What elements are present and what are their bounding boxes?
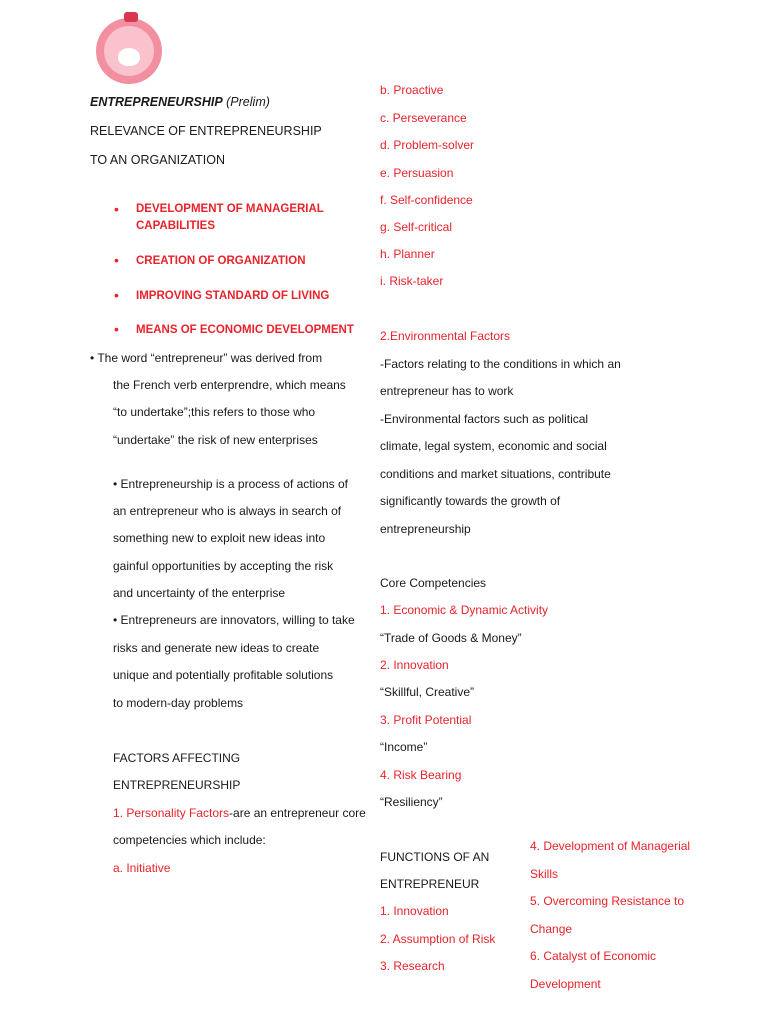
function-item: 6. Catalyst of Economic [530, 949, 657, 963]
bullet-2: CREATION OF ORGANIZATION [136, 255, 306, 267]
env-line: -Environmental factors such as political [380, 412, 589, 426]
bullet-icon: • [114, 252, 119, 268]
function-item: 1. Innovation [380, 904, 449, 918]
core-desc: “Income” [380, 740, 428, 754]
core-desc: “Skillful, Creative” [380, 685, 475, 699]
para1-line: • The word “entrepreneur” was derived from [90, 351, 323, 365]
bullet-4: MEANS OF ECONOMIC DEVELOPMENT [136, 324, 354, 336]
functions-heading-1: FUNCTIONS OF AN [380, 850, 490, 864]
bunny-icon [118, 48, 140, 66]
env-line: significantly towards the growth of [380, 494, 561, 508]
env-line: climate, legal system, economic and social [380, 439, 607, 453]
core-heading: Core Competencies [380, 576, 487, 590]
core-label: 1. Economic & Dynamic Activity [380, 603, 549, 617]
para2-line: to modern-day problems [113, 696, 244, 710]
core-desc: “Trade of Goods & Money” [380, 631, 522, 645]
para2-line: an entrepreneur who is always in search of [113, 504, 342, 518]
core-label: 3. Profit Potential [380, 713, 472, 727]
trait-item: i. Risk-taker [380, 274, 444, 288]
env-line: -Factors relating to the conditions in which an [380, 357, 621, 371]
function-item: 4. Development of Managerial [530, 839, 691, 853]
bullet-icon: • [114, 321, 119, 337]
trait-item: f. Self-confidence [380, 193, 473, 207]
env-heading: 2.Environmental Factors [380, 329, 511, 343]
bullet-icon: • [114, 287, 119, 303]
trait-item: g. Self-critical [380, 220, 453, 234]
relevance-heading-2: TO AN ORGANIZATION [90, 153, 225, 167]
para2-line: • Entrepreneurship is a process of actions of [113, 477, 348, 491]
personality-factors: 1. Personality Factors-are an entrepreneur core [113, 806, 366, 820]
function-item: 2. Assumption of Risk [380, 932, 496, 946]
logo-inner [104, 26, 154, 76]
core-label: 2. Innovation [380, 658, 449, 672]
env-line: entrepreneur has to work [380, 384, 514, 398]
function-item: Change [530, 922, 573, 936]
function-item: 5. Overcoming Resistance to [530, 894, 685, 908]
bullet-1a: DEVELOPMENT OF MANAGERIAL [136, 203, 324, 215]
trait-item: h. Planner [380, 247, 435, 261]
function-item: 3. Research [380, 959, 445, 973]
para2-line: risks and generate new ideas to create [113, 641, 320, 655]
personality-line2: competencies which include: [113, 833, 266, 847]
bullet-3: IMPROVING STANDARD OF LIVING [136, 290, 330, 302]
trait-item: c. Perseverance [380, 111, 467, 125]
env-line: conditions and market situations, contribute [380, 467, 611, 481]
bullet-icon: • [114, 201, 119, 217]
para2-line: and uncertainty of the enterprise [113, 586, 286, 600]
para2-line: • Entrepreneurs are innovators, willing to take [113, 613, 355, 627]
doc-title: ENTREPRENEURSHIP (Prelim) [90, 95, 270, 109]
functions-heading-2: ENTREPRENEUR [380, 877, 480, 891]
para1-line: “undertake” the risk of new enterprises [113, 433, 318, 447]
function-item: Development [530, 977, 601, 991]
para2-line: something new to exploit new ideas into [113, 531, 326, 545]
factors-heading-2: ENTREPRENEURSHIP [113, 778, 241, 792]
para2-line: unique and potentially profitable solutions [113, 668, 334, 682]
trait-item: e. Persuasion [380, 166, 454, 180]
bullet-1b: CAPABILITIES [136, 220, 216, 232]
bow-icon [124, 12, 138, 22]
trait-item: b. Proactive [380, 83, 444, 97]
core-label: 4. Risk Bearing [380, 768, 462, 782]
trait-initiative: a. Initiative [113, 861, 171, 875]
trait-item: d. Problem-solver [380, 138, 475, 152]
env-line: entrepreneurship [380, 522, 471, 536]
function-item: Skills [530, 867, 559, 881]
para2-line: gainful opportunities by accepting the risk [113, 559, 334, 573]
para1-line: the French verb enterprendre, which means [113, 378, 346, 392]
notes-logo [96, 18, 162, 84]
factors-heading-1: FACTORS AFFECTING [113, 751, 241, 765]
core-desc: “Resiliency” [380, 795, 443, 809]
para1-line: “to undertake”;this refers to those who [113, 405, 316, 419]
relevance-heading-1: RELEVANCE OF ENTREPRENEURSHIP [90, 124, 322, 138]
